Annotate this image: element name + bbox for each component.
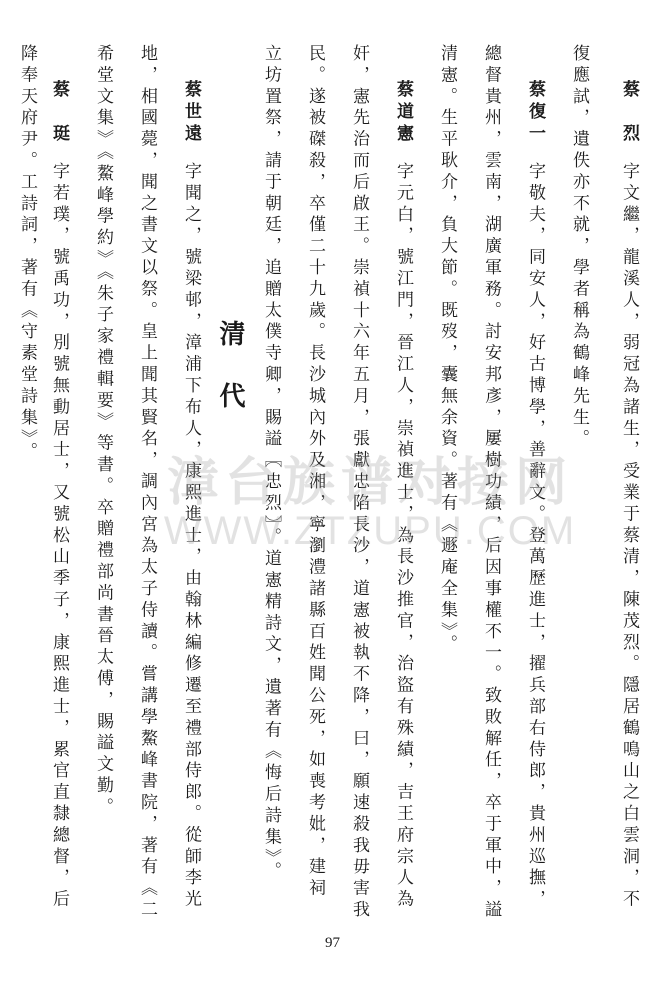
- entry-text: 民。遂被磔殺，卒僅二十九歲。長沙城內外及湘，寧瀏澧諸縣百姓聞公死，如喪考妣，建祠: [305, 44, 325, 900]
- entry-cai-ting-col-1: [50, 80, 67, 911]
- entry-cai-daoxian-col-3: [306, 44, 323, 900]
- entry-text: 清憲。生平耿介，負大節。既歿，囊無余資。著有《遯庵全集》。: [437, 44, 457, 657]
- entry-cai-lie-col-1: [620, 80, 637, 911]
- entry-text: 字元白，號江門，晉江人，崇禎進士，為長沙推官，治盜有殊績，吉王府宗人為: [393, 162, 413, 911]
- entry-name: 蔡 珽: [49, 80, 69, 146]
- entry-text: 奸，憲先治而后啟王。崇禎十六年五月，張獻忠陷長沙，道憲被執不降，曰，願速殺我毋害我: [349, 44, 369, 922]
- entry-name: 蔡道憲: [393, 80, 413, 146]
- entry-cai-fuyi-col-3: [438, 44, 455, 656]
- entry-name: 蔡 烈: [619, 80, 639, 146]
- page-number: 97: [325, 935, 340, 951]
- entry-cai-daoxian-col-4: [262, 44, 279, 883]
- entry-cai-fuyi-col-2: [482, 44, 499, 921]
- entry-text: 復應試，遺佚亦不就，學者稱為鶴峰先生。: [569, 44, 589, 451]
- entry-text: 總督貴州，雲南，湖廣軍務。討安邦彥，屢樹功績，后因事權不一。致敗解任，卒于軍中，謚: [481, 44, 501, 922]
- section-heading-qing-dynasty: 清代: [215, 320, 245, 444]
- entry-text: 字若璞，號禹功，別號無動居士，又號松山季子，康熙進士，累官直隸總督，后: [49, 162, 69, 911]
- watermark-url: WWW.ZTZUPU.COM: [163, 509, 577, 553]
- entry-cai-shiyuan-col-1: [182, 80, 199, 911]
- watermark: [90, 440, 650, 554]
- entry-cai-daoxian-col-1: [394, 80, 411, 911]
- entry-name: 蔡世遠: [181, 80, 201, 146]
- entry-cai-shiyuan-col-2: [138, 44, 155, 921]
- watermark-title: 漳台族谱对接网: [166, 453, 573, 513]
- entry-text: 地，相國薨，聞之書文以祭。皇上聞其賢名，調內宮為太子侍讀。嘗講學鰲峰書院，著有《二: [137, 44, 157, 922]
- entry-text: 立坊置祭，請于朝廷，追贈太僕寺卿，賜謚〖忠烈〗。道憲精詩文，遺著有《悔后詩集》。: [261, 44, 281, 883]
- entry-cai-lie-col-2: [570, 44, 587, 451]
- entry-text: 希堂文集》《鰲峰學約》《朱子家禮輯要》等書。卒贈禮部尚書晉太傅，賜謚文勤。: [93, 44, 113, 819]
- entry-text: 降奉天府尹。工詩詞，著有《守素堂詩集》。: [17, 44, 37, 464]
- entry-cai-daoxian-col-2: [350, 44, 367, 921]
- entry-cai-fuyi-col-1: [526, 80, 543, 911]
- entry-cai-ting-col-2: [18, 44, 35, 464]
- entry-name: 蔡復一: [525, 80, 545, 146]
- entry-text: 字敬夫，同安人，好古博學，善辭文。登萬歷進士，擢兵部右侍郎，貴州巡撫，: [525, 162, 545, 911]
- entry-cai-shiyuan-col-3: [94, 44, 111, 819]
- entry-text: 字文繼，龍溪人，弱冠為諸生，受業于蔡清，陳茂烈。隱居鶴鳴山之白雲洞，不: [619, 162, 639, 911]
- entry-text: 字聞之，號梁邨，漳浦下布人，康熙進士，由翰林編修遷至禮部侍郎。從師李光: [181, 162, 201, 911]
